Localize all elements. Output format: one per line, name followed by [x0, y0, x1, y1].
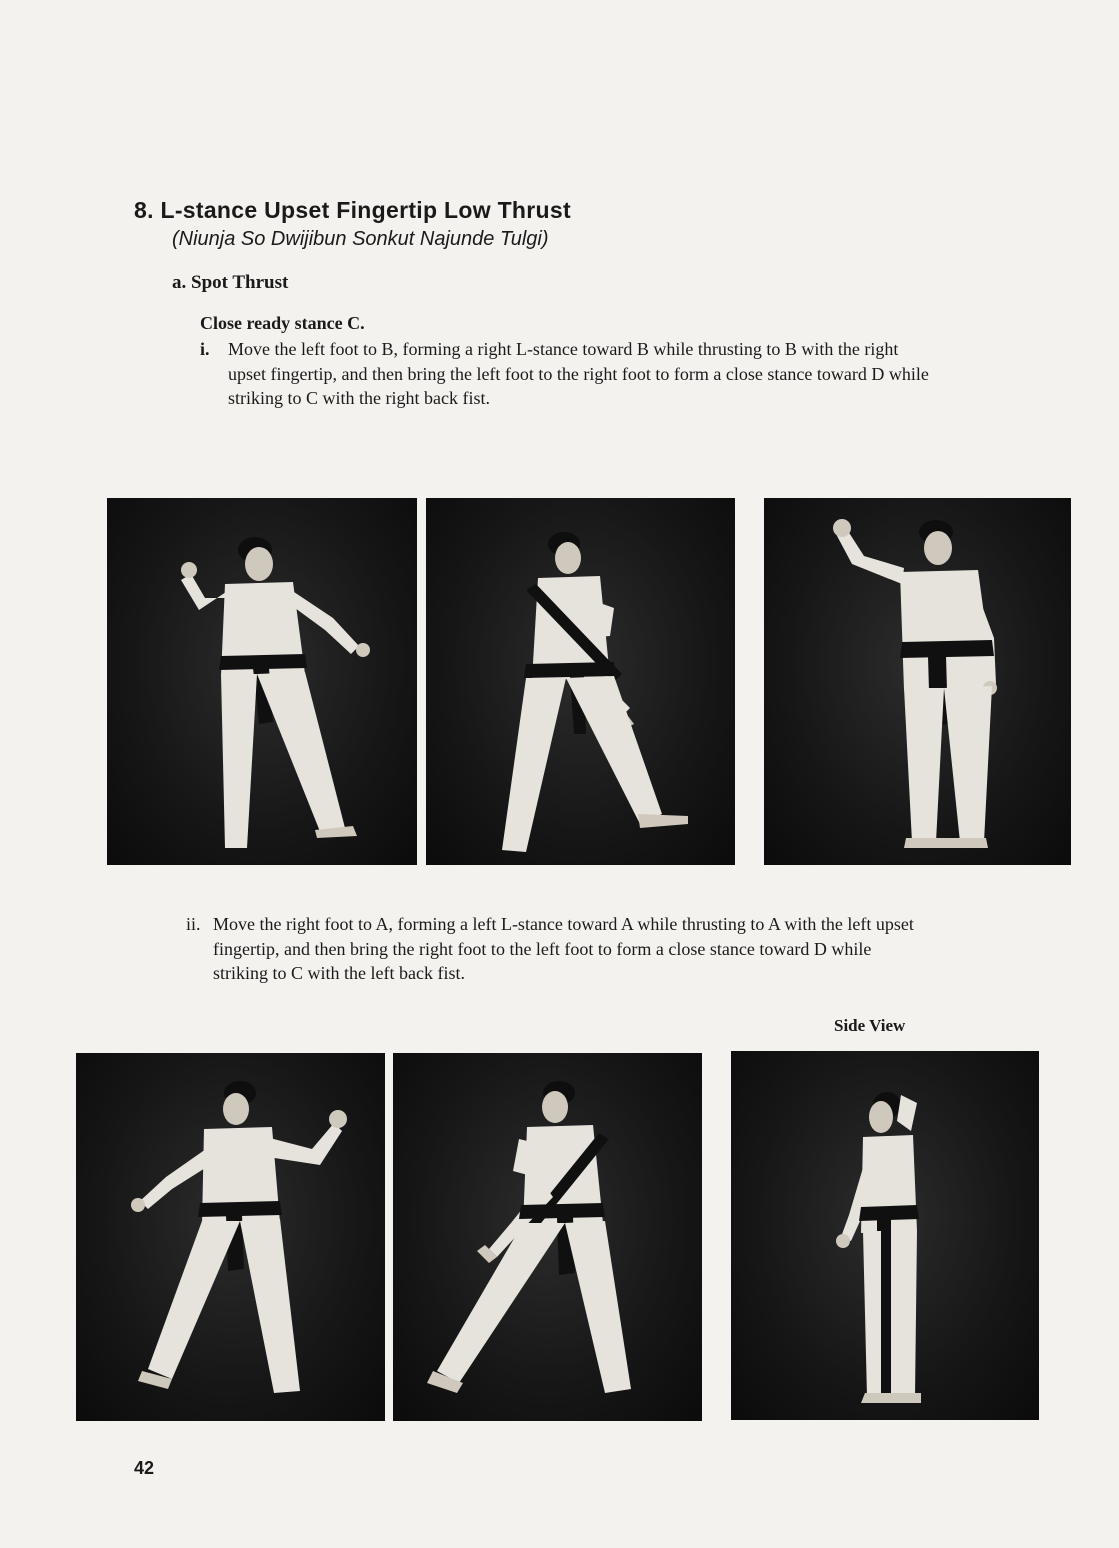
side-view-label: Side View [834, 1016, 906, 1035]
section-subtitle: (Niunja So Dwijibun Sonkut Najunde Tulgi) [172, 228, 549, 250]
figure-fingertip-thrust-icon [426, 498, 735, 865]
step-ii-number: ii. [186, 914, 201, 934]
photo-side-view [731, 1051, 1039, 1420]
figure-fingertip-thrust-mirrored-icon [393, 1053, 702, 1421]
photo-step-ii-thrust [393, 1053, 702, 1421]
photo-step-i-thrust [426, 498, 735, 865]
figure-side-view-icon [731, 1051, 1039, 1420]
figure-l-stance-ready-mirrored-icon [76, 1053, 385, 1421]
section-title: 8. L-stance Upset Fingertip Low Thrust [134, 197, 571, 223]
subsection-heading: a. Spot Thrust [172, 272, 289, 293]
step-i [200, 337, 930, 411]
ready-stance-label: Close ready stance C. [200, 313, 365, 333]
photo-step-ii-l-stance-ready [76, 1053, 385, 1421]
photo-step-i-l-stance-ready [107, 498, 417, 865]
step-i-text: Move the left foot to B, forming a right L-stance toward B while thrusting to B with the right upset fingertip, and then bring the left foot to the right foot to form a close stance toward D while striking to C with the right back fist. [228, 339, 929, 408]
step-ii [186, 912, 916, 986]
figure-back-fist-strike-icon [764, 498, 1071, 865]
step-ii-text: Move the right foot to A, forming a left L-stance toward A while thrusting to A with the left upset fingertip, and then bring the right foot to the left foot to form a close stance toward D while striking to C with the left back fist. [213, 914, 914, 983]
figure-l-stance-ready-icon [107, 498, 417, 865]
page-number: 42 [134, 1458, 155, 1478]
photo-step-i-back-fist [764, 498, 1071, 865]
step-i-number: i. [200, 339, 210, 359]
